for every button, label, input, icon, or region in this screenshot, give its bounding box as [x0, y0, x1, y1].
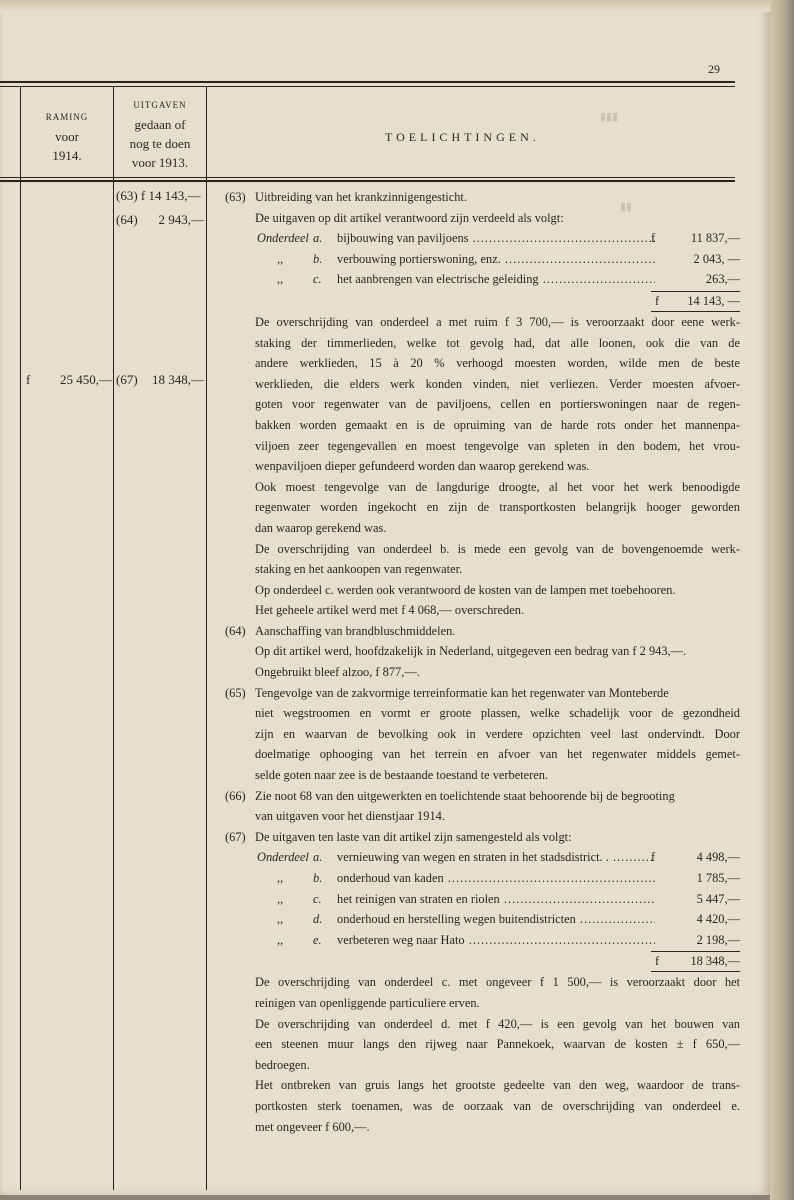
bleed-through-mark: ▮▮▮	[600, 111, 619, 123]
note-67-para-line: Het ontbreken van gruis langs het grootste gedeelte van den weg, waardoor de trans-	[255, 1078, 740, 1093]
page-number: 29	[708, 62, 720, 76]
note-64-title: (64) Aanschaffing van brandbluschmiddelen.	[225, 623, 456, 638]
note-63-para-line: De overschrijding van onderdeel a met ruim f 3 700,— is veroorzaakt door eene werk-	[255, 314, 740, 329]
note-67-intro: (67) De uitgaven ten laste van dit artikel zijn samengesteld als volgt:	[225, 829, 572, 844]
row-63-uitgaven: (63) f 14 143,—	[116, 188, 201, 203]
note-67-para-line: reinigen van openliggende particuliere erven.	[255, 995, 480, 1010]
note-63-para-line: staking der timmerlieden, welke tot gevolg had, dat alle loonen, ook die van de	[255, 335, 740, 350]
note-63-item-c: ,, c. het aanbrengen van electrische geleiding ..... 263,—	[225, 269, 740, 290]
note-63-item-b: ,, b. verbouwing portierswoning, enz. ..... 2 043, —	[225, 249, 740, 270]
header-rule-top	[0, 81, 735, 83]
note-63-para-line: bakken worden gemaakt en is de opruiming van de harde rots onder het mannenpa-	[255, 417, 740, 432]
note-67-para-line: een steenen muur langs den rijweg naar Pannekoek, waarvan de kosten ± f 650,—	[255, 1037, 740, 1052]
note-67-item-b: ,, b. onderhoud van kaden ..... 1 785,—	[225, 868, 740, 889]
note-63-para-line: andere werklieden, 15 à 20 % verhoogd moesten worden, wilde men de beste	[255, 356, 740, 371]
header-rule-bottom-thick	[0, 180, 735, 182]
note-63-para-line: Het geheele artikel werd met f 4 068,— overschreden.	[255, 603, 525, 618]
header-title: TOELICHTINGEN.	[385, 130, 540, 144]
raming-f: f	[26, 372, 31, 387]
note-67-para-line: met ongeveer f 600,—.	[255, 1119, 370, 1134]
note-63-item-a: Onderdeel a. bijbouwing van paviljoens ..... f 11 837,—	[225, 228, 740, 249]
note-63-para-line: viljoen zeer tegengevallen en moest tengevolge van spleten in den bodem, het vrou-	[255, 438, 740, 453]
column-separator-left	[20, 86, 21, 1190]
row-67-uitgaven: (67) 18 348,—	[116, 372, 204, 387]
note-66-first: (66) Zie noot 68 van den uitgewerkten en toelichtende staat behoorende bij de begrooting	[225, 788, 675, 803]
note-63-para-line: wenpaviljoen dieper gefundeerd worden dan waarop gerekend was.	[255, 459, 590, 474]
note-67-para-line: De overschrijding van onderdeel d. met f 420,— is een gevolg van het bouwen van	[255, 1016, 740, 1031]
row-64-uitgaven: (64) 2 943,—	[116, 212, 204, 227]
page-stack-edge	[770, 0, 794, 1200]
note-63-title: (63) Uitbreiding van het krankzinnigengesticht.	[225, 190, 467, 204]
note-63-para-line: werklieden, die elders werk konden vinden, niet verliezen. Verder moesten afvoer-	[255, 376, 740, 391]
note-64-line: Op dit artikel werd, hoofdzakelijk in Nederland, uitgegeven een bedrag van f 2 943,—.	[255, 644, 687, 659]
note-63-intro: De uitgaven op dit artikel verantwoord zijn verdeeld als volgt:	[255, 210, 564, 225]
notes-body	[225, 187, 740, 1137]
page-top-edge	[0, 0, 770, 12]
column-separator-2	[206, 86, 207, 1190]
note-63-para-line: regenwater worden ingekocht en zijn de transportkosten belangrijk hooger geworden	[255, 500, 740, 515]
note-67-item-c: ,, c. het reinigen van straten en riolen ..... 5 447,—	[225, 889, 740, 910]
header-uitgaven: UITGAVEN gedaan of nog te doen voor 1913.	[129, 100, 191, 170]
note-65-line: selde goten naar zee is de bestaande toestand te verbeteren.	[255, 768, 549, 783]
note-67-item-e: ,, e. verbeteren weg naar Hato ..... 2 198,—	[225, 930, 740, 951]
note-67-total: f 18 348,—	[225, 950, 740, 972]
header-rule-bottom	[0, 177, 735, 178]
note-67-para-line: De overschrijding van onderdeel c. met ongeveer f 1 500,— is veroorzaakt door het	[255, 975, 740, 990]
raming-amount: 25 450,—	[60, 372, 112, 387]
note-63-para-line: goten voor regenwater van de paviljoens, cellen en portierswoningen naar de regen-	[255, 397, 740, 412]
note-63-para-line: dan waarop gerekend was.	[255, 520, 387, 535]
note-67-item-d: ,, d. onderhoud en herstelling wegen buitendistricten ..... 4 420,—	[225, 909, 740, 930]
note-67-para-line: bedroegen.	[255, 1057, 310, 1072]
header-rule-top-thin	[0, 86, 735, 87]
note-65-line: niet wegstroomen en vormt er groote plassen, welke schadelijk voor de gezondheid	[255, 706, 740, 721]
column-separator-1	[113, 86, 114, 1190]
note-63-para-line: staking en het aankoopen van regenwater.	[255, 562, 463, 577]
note-63-total: f 14 143, —	[225, 290, 740, 312]
header-raming: RAMING voor 1914.	[45, 112, 89, 163]
note-65-line: doelmatige ophooging van het terrein en afvoer van het regenwater middels gemet-	[255, 747, 740, 762]
note-63-para-line: Op onderdeel c. werden ook verantwoord de kosten van de lampen met toebehooren.	[255, 582, 676, 597]
note-65-line: zijn en waarvan de bevolking ook in verdere opzichten veel last ondervindt. Door	[255, 726, 740, 741]
bleed-through-mark: ▮▮	[620, 201, 633, 213]
note-67-item-a: Onderdeel a. vernieuwing van wegen en straten in het stadsdistrict. . ..... f 4 498,—	[225, 847, 740, 868]
note-65-first: (65) Tengevolge van de zakvormige terreinformatie kan het regenwater van Monteberde	[225, 685, 669, 700]
note-67-para-line: portkosten sterk toenamen, was de oorzaak van de overschrijding van onderdeel e.	[255, 1098, 740, 1113]
note-66-line: van uitgaven voor het dienstjaar 1914.	[255, 809, 445, 824]
note-63-para-line: Ook moest tengevolge van de langdurige droogte, al het voor het werk benoodigde	[255, 479, 740, 494]
note-64-line: Ongebruikt bleef alzoo, f 877,—.	[255, 665, 420, 680]
note-63-para-line: De overschrijding van onderdeel b. is mede een gevolg van de bovengenoemde werk-	[255, 541, 740, 556]
